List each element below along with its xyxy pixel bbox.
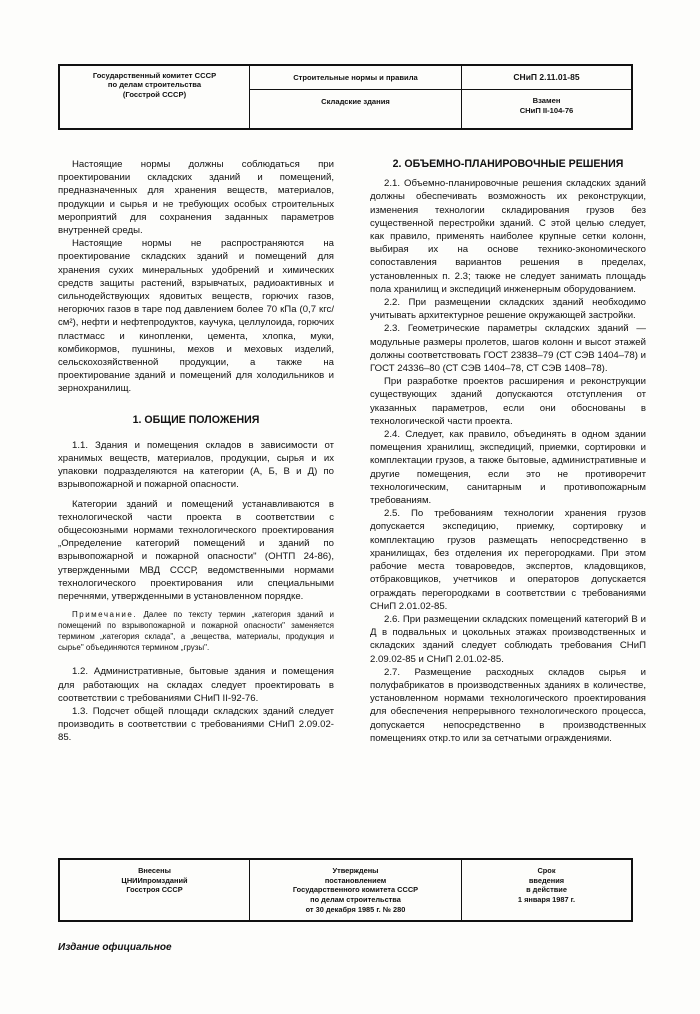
introduced-org: Госстроя СССР <box>126 885 183 895</box>
clause-2-3: 2.3. Геометрические параметры складских зданий — модульные размеры пролетов, шагов колонн и высот этажей должны соответствовать ГОСТ 23838–79 (СТ СЭВ 1404–78) и ГОСТ 24336–80 (СТ СЭВ 1404–78, СТ СЭВ 1408–78). <box>370 323 646 375</box>
approved-line: постановлением <box>324 875 387 885</box>
introduced-label: Внесены <box>138 866 171 875</box>
header-organization <box>60 66 250 128</box>
section-heading: 1. ОБЩИЕ ПОЛОЖЕНИЯ <box>132 413 260 426</box>
approved-line: Утверждены <box>332 866 379 875</box>
document-footer <box>58 858 633 922</box>
note-label: Примечание. <box>72 610 138 620</box>
edition-label: Издание официальное <box>58 942 172 953</box>
left-column <box>58 158 334 745</box>
header-category: Строительные нормы и правила <box>250 66 461 90</box>
clause-2-1: 2.1. Объемно-планировочные решения складских зданий должны обеспечивать возможность их реконструкции, изменения технологии складирования грузов без существенной перестройки зданий. С этой целью следует, как правило, применять наиболее крупные сетки колонн, выбирая их на основе технико-экономического сопоставления вариантов решения в пределах, установленных п. 2.3; также не следует занимать площадь пола хранилищ и экспедиций инженерным оборудованием. <box>370 178 646 295</box>
section-heading: 2. ОБЪЕМНО-ПЛАНИРОВОЧНЫЕ РЕШЕНИЯ <box>392 158 624 170</box>
approved-line: от 30 декабря 1985 г. № 280 <box>305 904 406 914</box>
document-header <box>58 64 633 130</box>
clause-2-2: 2.2. При размещении складских зданий необходимо учитывать архитектурное решение окружающей застройки. <box>370 297 646 322</box>
clause-1-1: 1.1. Здания и помещения складов в зависимости от хранимых веществ, материалов, продукции, сырья и их упаковки подразделяются на категории (А, Б, В и Д) по взрывопожарной и пожарной опасности. <box>58 439 334 491</box>
approved-line: Государственного комитета СССР <box>292 885 419 895</box>
footer-introduced <box>60 860 250 920</box>
clause-1-2: 1.2. Административные, бытовые здания и помещения для работающих на складах следует проектировать в соответствии с требованиями СНиП II-92-76. <box>58 666 334 704</box>
clause-1-1-continued: Категории зданий и помещений устанавливаются в технологической части проекта в соответствии с общесоюзными нормами технологического проектирования „Определение категорий помещений и зданий по взрывопожарной и пожарной опасности" (ОНТП 24-86), утвержденными МВД СССР, ведомственными нормами технологического проектирования или специальными перечнями, утвержденными в установленном порядке. <box>58 498 334 603</box>
org-line: Государственный комитет СССР <box>92 71 217 80</box>
replaces-block <box>462 90 631 116</box>
note-text: Далее по тексту термин „категория зданий и помещений по взрывопожарной и пожарной опасности" заменяется термином „категория склада", а „вещества, материалы, продукция и сырье" объединяются термином „грузы". <box>58 610 334 653</box>
replaces-label: Взамен <box>532 96 561 105</box>
org-line: (Госстрой СССР) <box>122 89 187 99</box>
clause-2-4: 2.4. Следует, как правило, объединять в одном здании помещения хранилищ, экспедиций, приемки, сортировки и комплектации грузов, а также бытовые, административные и другие помещения, если это не противоречит технологическим, санитарным и противопожарным требованиям. <box>370 429 646 507</box>
replaces-code: СНиП II-104-76 <box>519 105 574 115</box>
header-code-cell <box>462 66 631 128</box>
clause-2-7: 2.7. Размещение расходных складов сырья и полуфабрикатов в производственных зданиях в количестве, установленном нормами технологического проектирования для обеспечения непрерывного технологического процесса, допускается непосредственно в производственных помещениях откр.то или за сетчатыми ограждениями. <box>370 666 646 744</box>
term-line: введения <box>528 875 565 885</box>
clause-2-6: 2.6. При размещении складских помещений категорий В и Д в подвальных и цокольных этажах производственных и складских зданий следует соблюдать требования СНиП 2.09.02-85 и СНиП 2.01.02-85. <box>370 613 646 665</box>
clause-2-5: 2.5. По требованиям технологии хранения грузов допускается экспедицию, приемку, сортировку и комплектацию грузов размещать непосредственно в хранилищах, без отделения их перегородками. При этом рабочие места товароведов, экспертов, кладовщиков, отбраковщиков, учетчиков и операторов допускается ограждать перегородками в соответствии с требованиями СНиП 2.01.02-85. <box>370 508 646 612</box>
document-code: СНиП 2.11.01-85 <box>462 66 631 90</box>
clause-2-3-continued: При разработке проектов расширения и реконструкции существующих зданий допускаются отступления от указанных параметров, если они обоснованы в технологической части проекта. <box>370 376 646 427</box>
footer-approved <box>250 860 462 920</box>
intro-paragraph: Настоящие нормы не распространяются на проектирование складских зданий и помещений для хранения сухих минеральных удобрений и химических средств защиты растений, взрывчатых, радиоактивных и сильнодействующих ядовитых веществ, горючих газов, негорючих газов в таре под давлением более 70 кПа (0,7 кгс/см²), нефти и нефтепродуктов, каучука, целлулоида, горючих пластмасс и кинопленки, цемента, хлопка, муки, комбикормов, пушнины, мехов и меховых изделий, сельскохозяйственной продукции, а также на проектирование зданий и помещений для холодильников и зернохранилищ. <box>58 238 334 395</box>
term-label: Срок <box>537 866 556 875</box>
term-line: в действие <box>526 885 567 895</box>
org-line: по делам строительства <box>107 80 202 90</box>
header-title-cell <box>250 66 462 128</box>
clause-1-3: 1.3. Подсчет общей площади складских зданий следует производить в соответствии с требованиями СНиП 2.09.02-85. <box>58 705 334 744</box>
footer-effective-date <box>462 860 631 920</box>
term-date: 1 января 1987 г. <box>517 894 576 904</box>
right-column <box>370 158 646 745</box>
note <box>58 609 334 653</box>
approved-line: по делам строительства <box>310 894 401 904</box>
introduced-org: ЦНИИпромзданий <box>121 875 188 885</box>
intro-paragraph: Настоящие нормы должны соблюдаться при проектировании складских зданий и помещений, предназначенных для хранения веществ, материалов, продукции и сырья и не требующих особых строительных мероприятий для сохранения заданных параметров внутренней среды. <box>58 159 334 237</box>
header-title: Складские здания <box>321 97 390 106</box>
